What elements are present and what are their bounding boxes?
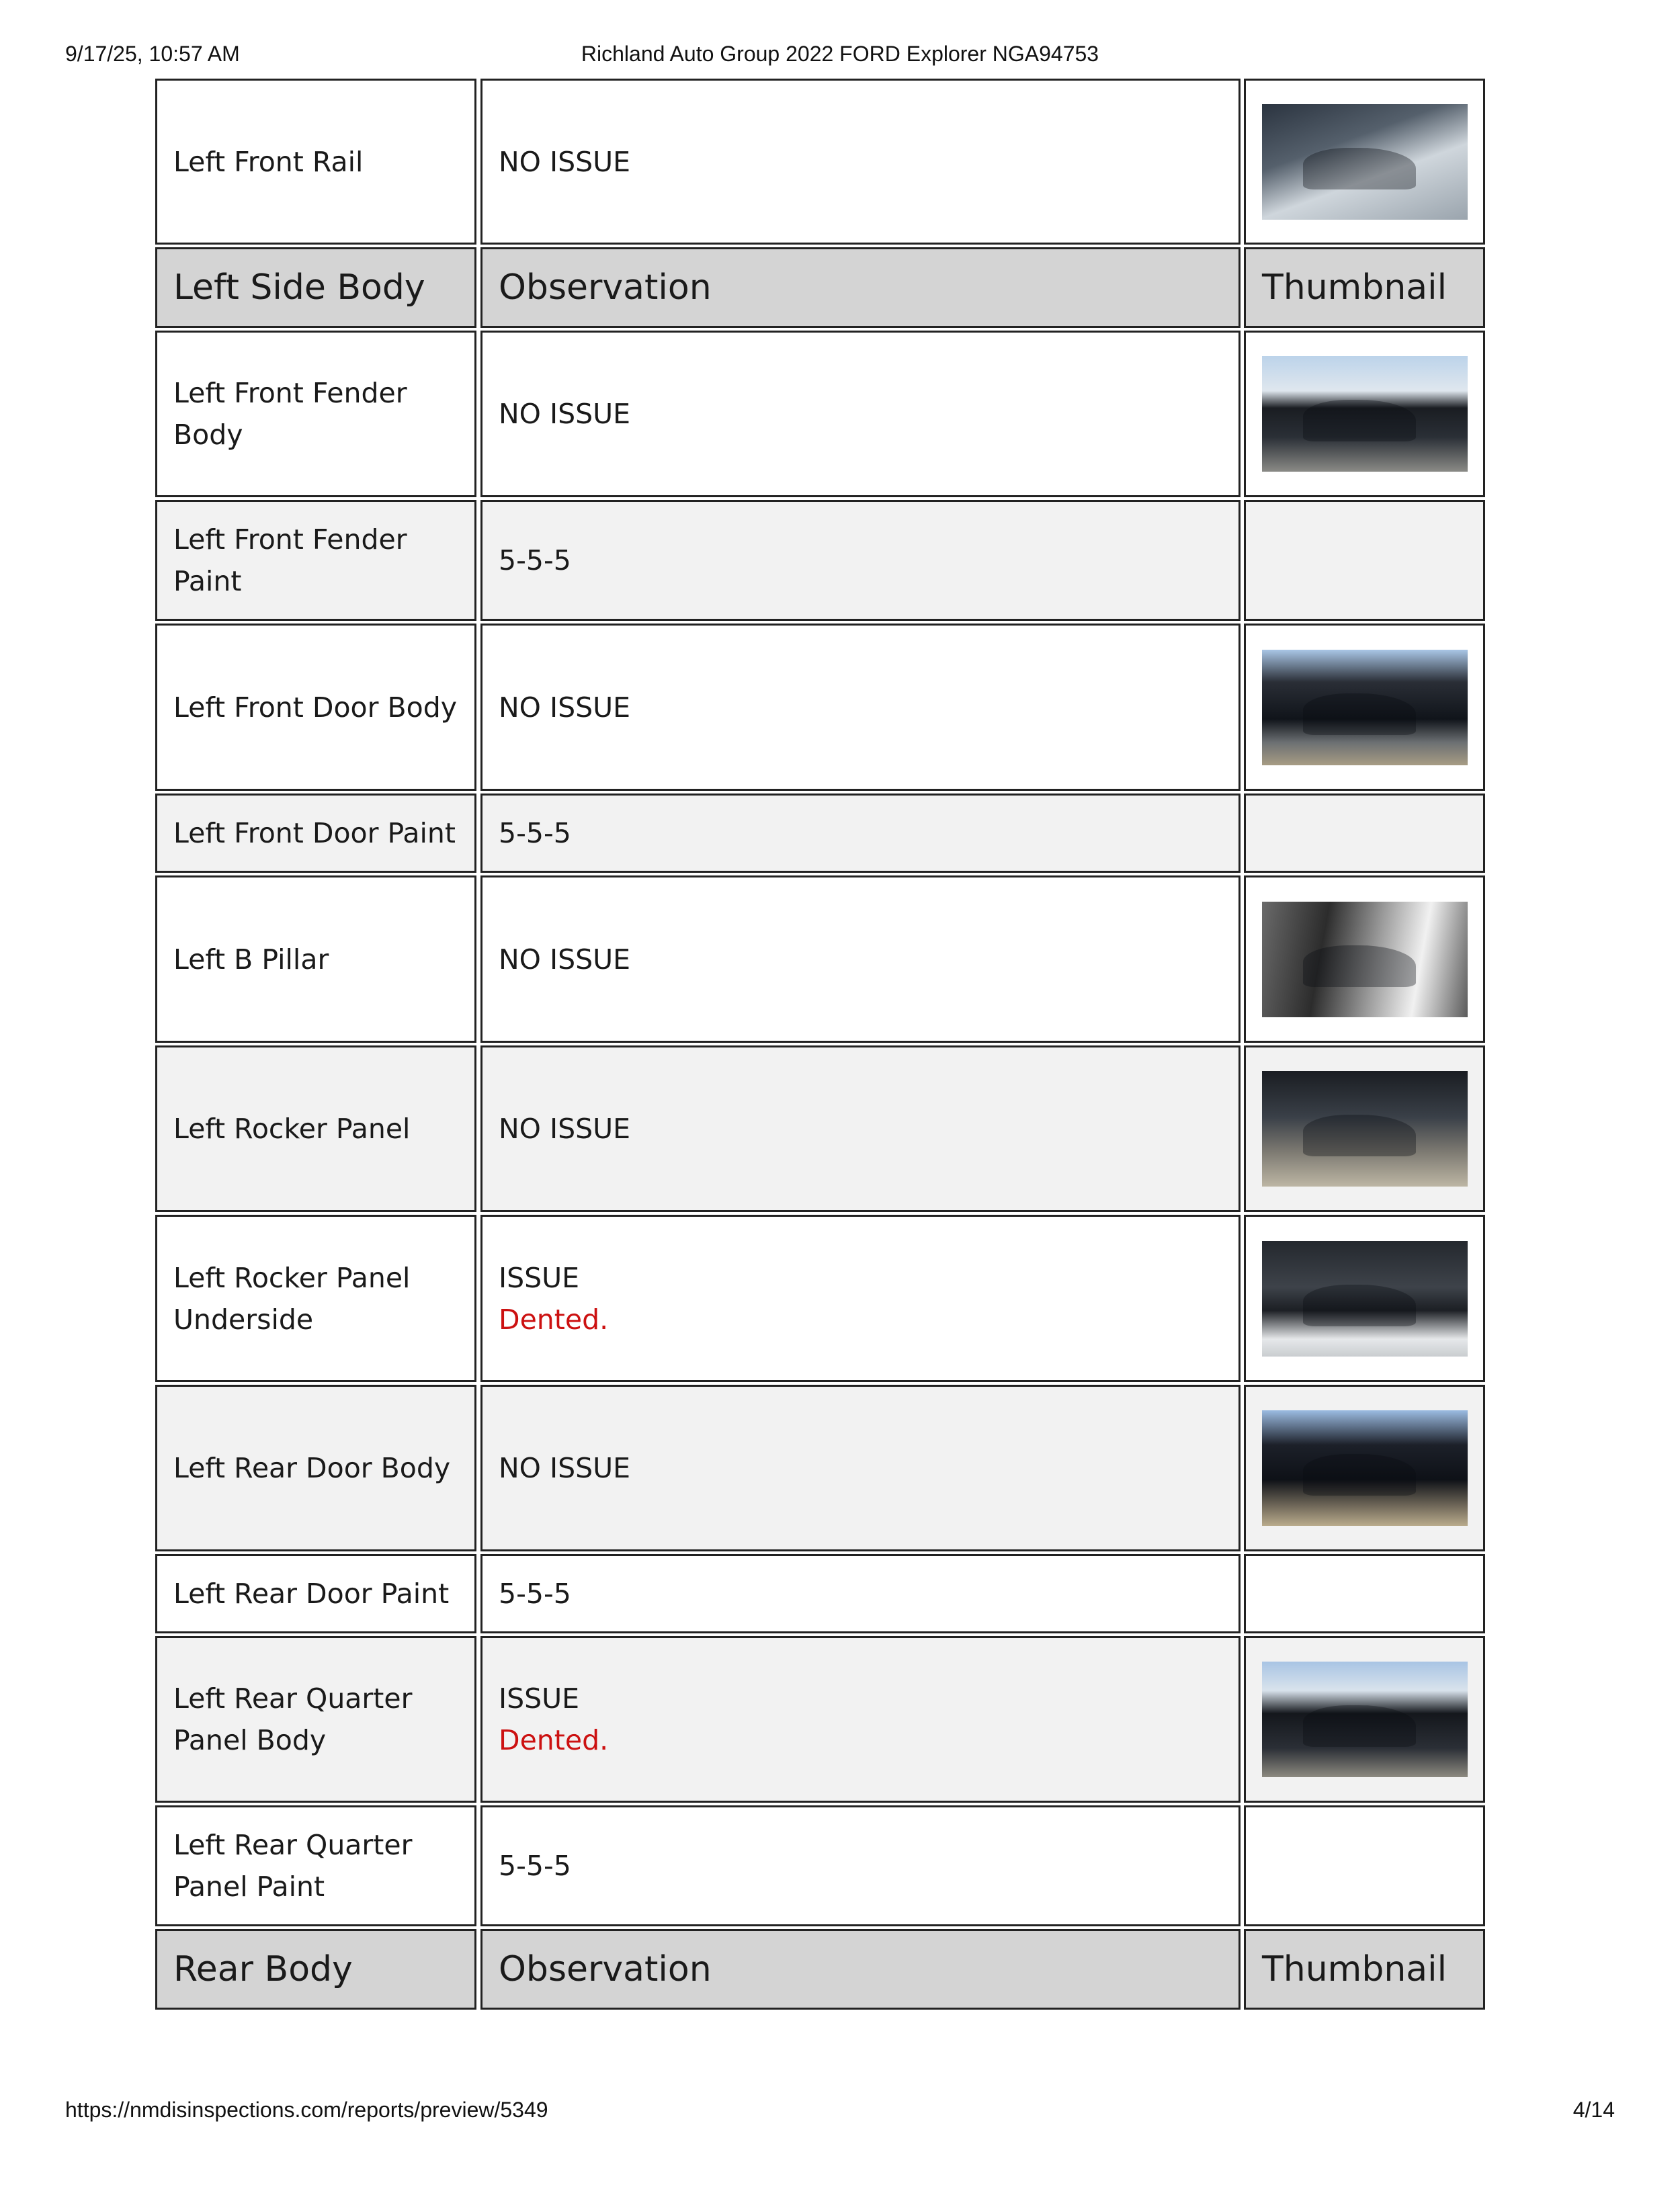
status-cell (480, 794, 1241, 873)
photo-thumbnail[interactable] (1262, 1071, 1468, 1187)
photo-thumbnail[interactable] (1262, 1241, 1468, 1357)
item-cell: Left Rear Quarter Panel Body (155, 1636, 476, 1803)
status-text: 5-5-5 (499, 817, 571, 849)
photo-thumbnail[interactable] (1262, 104, 1468, 220)
status-cell (480, 624, 1241, 791)
column-header-thumbnail: Thumbnail (1244, 1929, 1485, 2010)
thumbnail-cell[interactable] (1244, 1385, 1485, 1551)
item-cell: Left Front Fender Body (155, 331, 476, 497)
status-text: NO ISSUE (499, 691, 631, 724)
column-header-observation: Observation (480, 247, 1241, 328)
item-cell: Left Rocker Panel Underside (155, 1215, 476, 1382)
item-cell: Left Front Rail (155, 79, 476, 245)
thumbnail-cell[interactable] (1244, 1215, 1485, 1382)
status-text: NO ISSUE (499, 145, 631, 178)
section-heading: Rear Body (155, 1929, 476, 2010)
status-text: NO ISSUE (499, 943, 631, 976)
thumbnail-cell[interactable] (1244, 875, 1485, 1043)
report-url[interactable]: https://nmdisinspections.com/reports/preview/5349 (65, 2098, 548, 2122)
thumbnail-cell-empty (1244, 1554, 1485, 1633)
status-text: NO ISSUE (499, 1113, 631, 1145)
thumbnail-cell[interactable] (1244, 79, 1485, 245)
item-cell: Left Rear Door Paint (155, 1554, 476, 1633)
status-cell (480, 79, 1241, 245)
thumbnail-cell-empty (1244, 1805, 1485, 1926)
thumbnail-cell[interactable] (1244, 624, 1485, 791)
photo-thumbnail[interactable] (1262, 1662, 1468, 1777)
status-cell (480, 500, 1241, 621)
page-number: 4/14 (1572, 2098, 1615, 2122)
status-cell (480, 1385, 1241, 1551)
photo-thumbnail[interactable] (1262, 650, 1468, 765)
status-cell (480, 1636, 1241, 1803)
item-cell: Left B Pillar (155, 875, 476, 1043)
status-text: NO ISSUE (499, 1452, 631, 1484)
thumbnail-cell-empty (1244, 794, 1485, 873)
status-text: ISSUE (499, 1682, 580, 1715)
status-text: 5-5-5 (499, 1578, 571, 1610)
status-text: 5-5-5 (499, 1850, 571, 1882)
photo-thumbnail[interactable] (1262, 356, 1468, 472)
status-cell (480, 1554, 1241, 1633)
status-text: NO ISSUE (499, 398, 631, 430)
thumbnail-cell-empty (1244, 500, 1485, 621)
status-cell (480, 875, 1241, 1043)
status-text: ISSUE (499, 1261, 580, 1294)
issue-note: Dented. (499, 1303, 609, 1336)
thumbnail-cell[interactable] (1244, 1636, 1485, 1803)
item-cell: Left Rear Door Body (155, 1385, 476, 1551)
column-header-thumbnail: Thumbnail (1244, 247, 1485, 328)
status-cell (480, 1215, 1241, 1382)
item-cell: Left Front Fender Paint (155, 500, 476, 621)
photo-thumbnail[interactable] (1262, 902, 1468, 1017)
item-cell: Left Front Door Body (155, 624, 476, 791)
photo-thumbnail[interactable] (1262, 1410, 1468, 1526)
item-cell: Left Front Door Paint (155, 794, 476, 873)
status-text: 5-5-5 (499, 544, 571, 576)
column-header-observation: Observation (480, 1929, 1241, 2010)
status-cell (480, 331, 1241, 497)
status-cell (480, 1805, 1241, 1926)
item-cell: Left Rear Quarter Panel Paint (155, 1805, 476, 1926)
print-timestamp: 9/17/25, 10:57 AM (65, 42, 240, 66)
section-heading: Left Side Body (155, 247, 476, 328)
thumbnail-cell[interactable] (1244, 1045, 1485, 1212)
item-cell: Left Rocker Panel (155, 1045, 476, 1212)
thumbnail-cell[interactable] (1244, 331, 1485, 497)
report-title: Richland Auto Group 2022 FORD Explorer NGA94753 (581, 42, 1099, 66)
status-cell (480, 1045, 1241, 1212)
issue-note: Dented. (499, 1724, 609, 1756)
